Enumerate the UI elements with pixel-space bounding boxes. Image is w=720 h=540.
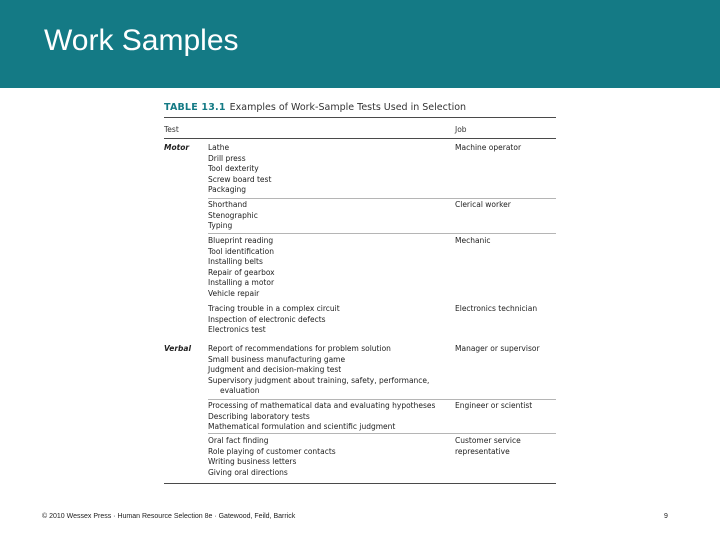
test-item: Tracing trouble in a complex circuit: [208, 304, 340, 313]
test-item: Processing of mathematical data and evaluating hypotheses: [208, 401, 436, 410]
table-caption: [164, 102, 556, 116]
table-header-row: [164, 124, 556, 136]
test-item: Electronics test: [208, 325, 266, 335]
table-bottom-rule: [164, 483, 556, 484]
job-cell: Machine operator: [455, 143, 522, 152]
row-separator: [208, 433, 556, 434]
row-separator: [208, 399, 556, 400]
table-top-rule: [164, 117, 556, 118]
row-separator: [208, 198, 556, 199]
test-item: Judgment and decision-making test: [208, 365, 342, 375]
test-list: [208, 200, 448, 232]
category-label: Motor: [164, 143, 190, 152]
test-item: Tool dexterity: [208, 164, 259, 174]
test-list: [208, 143, 448, 196]
test-item: Supervisory judgment about training, safety, performance,: [208, 375, 430, 385]
test-item: Writing business letters: [208, 457, 297, 467]
footer-copyright: © 2010 Wessex Press · Human Resource Selection 8e · Gatewood, Feild, Barrick: [42, 513, 296, 520]
test-list: [208, 401, 448, 433]
job-cell: Electronics technician: [455, 304, 538, 313]
table-number: TABLE 13.1: [164, 102, 226, 113]
job-cell: Manager or supervisor: [455, 344, 540, 353]
test-list: [208, 304, 448, 336]
test-item: Lathe: [208, 143, 230, 152]
test-item: Shorthand: [208, 200, 247, 209]
category-label: Verbal: [164, 344, 192, 353]
test-item: Repair of gearbox: [208, 267, 275, 277]
test-item: Screw board test: [208, 174, 272, 184]
test-item: Inspection of electronic defects: [208, 314, 326, 324]
test-item: Oral fact finding: [208, 436, 269, 445]
test-item: Tool identification: [208, 246, 274, 256]
test-item: Vehicle repair: [208, 288, 260, 298]
job-cell: Clerical worker: [455, 200, 511, 209]
test-item: Report of recommendations for problem solution: [208, 344, 391, 353]
test-item: Describing laboratory tests: [208, 411, 310, 421]
test-item: Role playing of customer contacts: [208, 446, 336, 456]
job-cell: Mechanic: [455, 236, 491, 245]
title-bar: [0, 0, 720, 88]
test-item: Mathematical formulation and scientific judgment: [208, 422, 396, 432]
test-item: Installing a motor: [208, 278, 275, 288]
table-title: Examples of Work-Sample Tests Used in Selection: [229, 102, 467, 113]
job-cell: Customer service representative: [455, 436, 521, 456]
test-item: evaluation: [220, 386, 260, 396]
work-sample-table: [164, 102, 556, 477]
test-list: [208, 236, 448, 300]
header-test: Test: [164, 125, 179, 134]
test-item: Installing belts: [208, 257, 263, 267]
row-separator: [208, 233, 556, 234]
test-item: Giving oral directions: [208, 467, 288, 477]
table-header-rule: [164, 138, 556, 139]
test-item: Packaging: [208, 185, 247, 195]
test-list: [208, 344, 448, 397]
test-item: Stenographic: [208, 210, 258, 220]
job-cell: Engineer or scientist: [455, 401, 533, 410]
test-list: [208, 436, 448, 478]
page-number: 9: [664, 513, 668, 520]
test-item: Blueprint reading: [208, 236, 274, 245]
test-item: Typing: [208, 221, 233, 231]
header-job: Job: [455, 125, 467, 134]
slide-title: Work Samples: [44, 24, 239, 57]
test-item: Drill press: [208, 153, 246, 163]
test-item: Small business manufacturing game: [208, 354, 346, 364]
